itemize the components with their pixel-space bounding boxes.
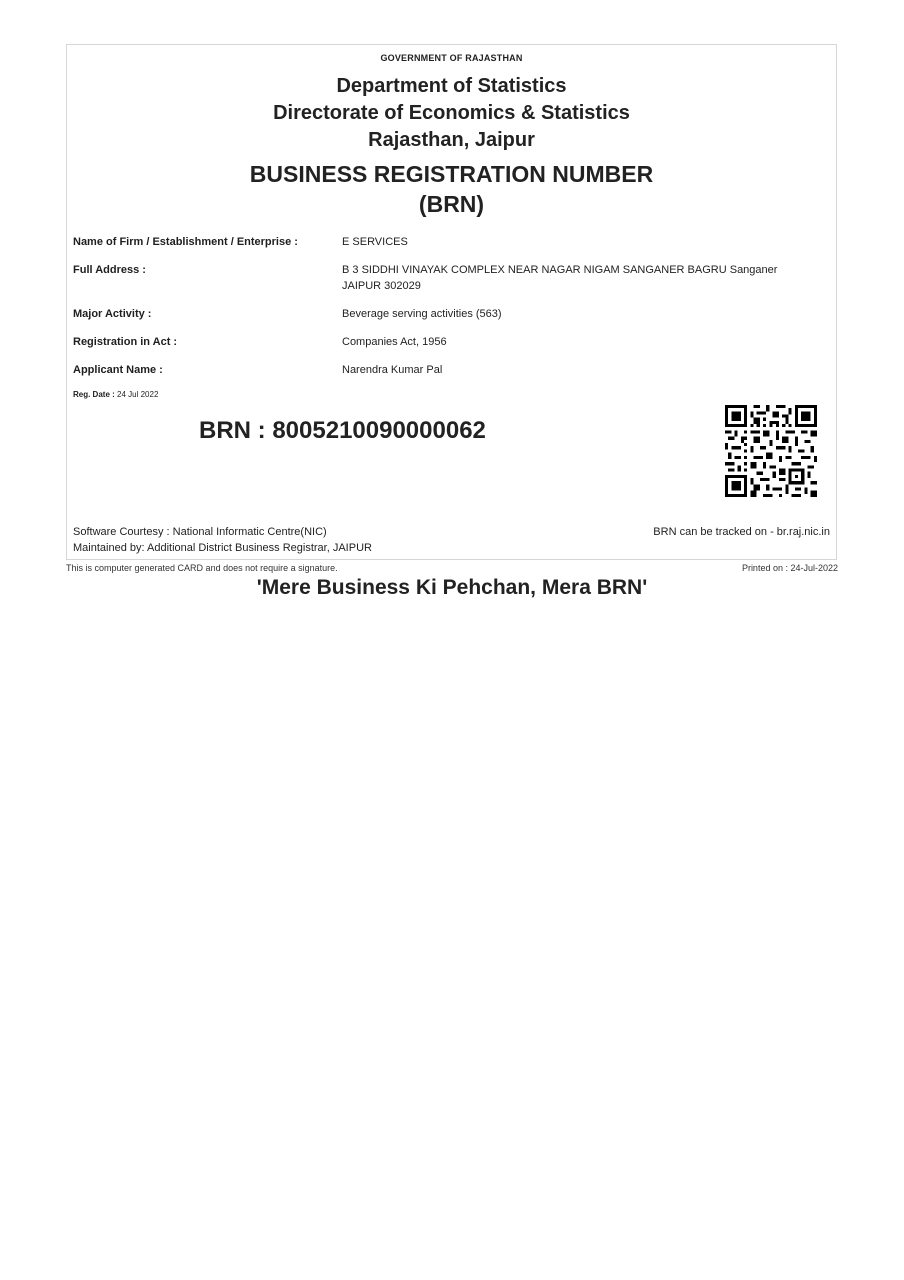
firm-name-value: E SERVICES [342, 236, 408, 248]
qr-code-icon [725, 405, 817, 497]
registration-act-value: Companies Act, 1956 [342, 336, 447, 348]
major-activity-label: Major Activity : [73, 308, 152, 320]
footer-credits [73, 524, 372, 556]
government-heading: GOVERNMENT OF RAJASTHAN [380, 53, 523, 63]
reg-date-label: Reg. Date : [73, 390, 115, 399]
department-name: Department of Statistics [336, 75, 567, 97]
slogan: 'Mere Business Ki Pehchan, Mera BRN' [256, 576, 648, 599]
certificate-title-line2: (BRN) [418, 191, 485, 217]
registration-act-label: Registration in Act : [73, 336, 178, 348]
department-heading [67, 73, 836, 154]
brn-certificate-card [66, 44, 837, 560]
firm-name-label: Name of Firm / Establishment / Enterprise : [73, 236, 298, 248]
applicant-name-label: Applicant Name : [73, 364, 163, 376]
certificate-title-line1: BUSINESS REGISTRATION NUMBER [249, 161, 654, 187]
tracking-info: BRN can be tracked on - br.raj.nic.in [653, 526, 830, 538]
brn-number: BRN : 8005210090000062 [199, 417, 486, 444]
printed-on-date: Printed on : 24-Jul-2022 [741, 563, 838, 573]
full-address-value: B 3 SIDDHI VINAYAK COMPLEX NEAR NAGAR NIGAM SANGANER BAGRU Sanganer JAIPUR 302029 [342, 264, 778, 292]
reg-date [73, 390, 158, 399]
reg-date-value: 24 Jul 2022 [117, 390, 159, 399]
computer-generated-note: This is computer generated CARD and does not require a signature. [66, 563, 338, 573]
full-address-label: Full Address : [73, 264, 146, 276]
location-name: Rajasthan, Jaipur [368, 129, 535, 151]
major-activity-value: Beverage serving activities (563) [342, 308, 502, 320]
certificate-title [67, 159, 836, 219]
applicant-name-value: Narendra Kumar Pal [342, 364, 443, 376]
software-courtesy: Software Courtesy : National Informatic Centre(NIC) [73, 526, 327, 538]
maintained-by: Maintained by: Additional District Business Registrar, JAIPUR [73, 542, 372, 554]
directorate-name: Directorate of Economics & Statistics [273, 102, 630, 124]
